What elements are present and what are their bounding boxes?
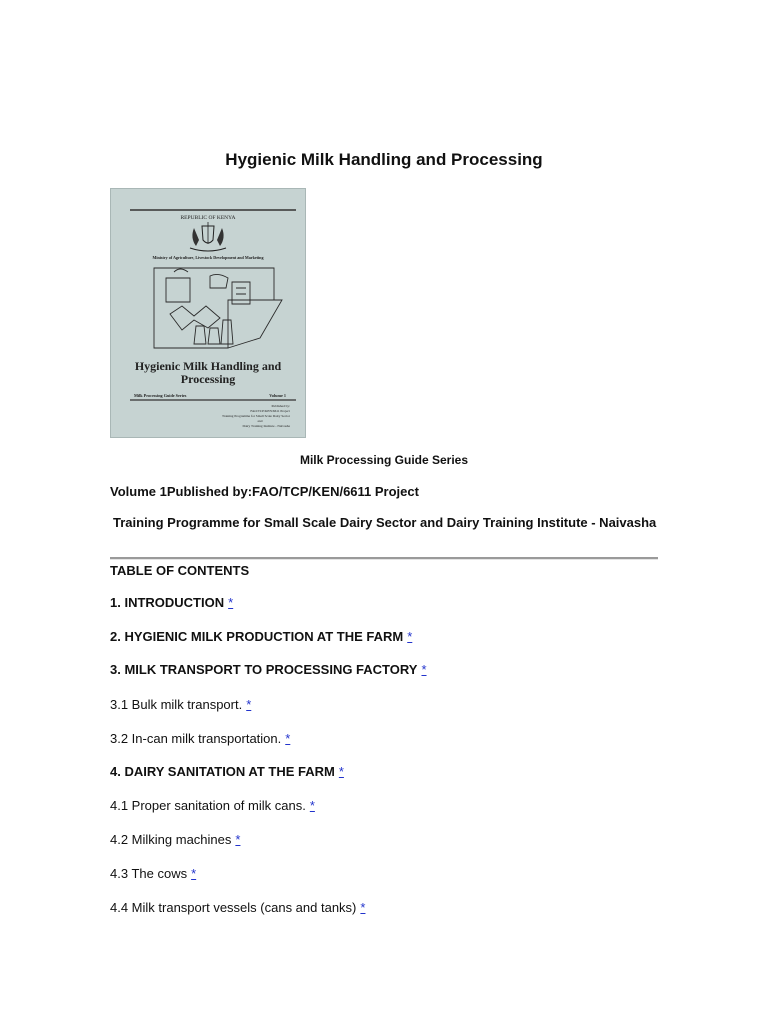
programme-line: Training Programme for Small Scale Dairy Sector and Dairy Training Institute - Naivasha [113,515,657,530]
toc-item-label: 4.2 Milking machines [110,832,232,847]
cover-volume: Volume 1 [269,393,286,398]
toc-item-hygienic-milk-production [110,629,412,644]
document-title: Hygienic Milk Handling and Processing [225,150,543,169]
toc-item-milk-transport [110,662,427,677]
cover-series: Milk Processing Guide Series [134,393,187,398]
toc-item-label: 2. HYGIENIC MILK PRODUCTION AT THE FARM [110,629,404,644]
toc-item-label: 4.4 Milk transport vessels (cans and tanks) [110,900,357,915]
toc-link[interactable]: * [421,662,427,677]
toc-item-in-can-transportation [110,731,290,746]
toc-item-label: 3.2 In-can milk transportation. [110,731,282,746]
cover-title-line2: Processing [180,372,236,386]
toc-link[interactable]: * [228,595,234,610]
toc-item-the-cows [110,866,196,881]
toc-link[interactable]: * [338,764,344,779]
cover-title-line1: Hygienic Milk Handling and [134,359,282,373]
cover-republic: REPUBLIC OF KENYA [180,215,236,221]
toc-item-label: 1. INTRODUCTION [110,595,225,610]
toc-item-milk-transport-vessels [110,900,365,915]
cover-programme-2: and [257,419,263,423]
toc-link[interactable]: * [407,629,413,644]
toc-link[interactable]: * [246,697,252,712]
dairy-illustration [154,268,282,348]
publisher-line: Volume 1Published by:FAO/TCP/KEN/6611 Project [110,484,419,499]
cover-illustration [110,188,306,438]
cover-ministry: Ministry of Agriculture, Livestock Development and Marketing [152,255,264,260]
series-line: Milk Processing Guide Series [299,453,469,467]
cover-image [110,188,306,438]
toc-link[interactable]: * [285,731,291,746]
toc-heading: TABLE OF CONTENTS [110,563,250,578]
toc-item-bulk-milk-transport [110,697,251,712]
cover-published-by: Published by: [271,404,290,408]
toc-item-label: 4.1 Proper sanitation of milk cans. [110,798,306,813]
toc-link[interactable]: * [360,900,366,915]
toc-item-milking-machines [110,832,240,847]
toc-item-label: 3. MILK TRANSPORT TO PROCESSING FACTORY [110,662,418,677]
cover-programme-1: Training Programme for Small Scale Dairy Sector [221,414,290,418]
toc-item-introduction [110,595,233,610]
toc-link[interactable]: * [235,832,241,847]
cover-project: FAO/TCP/KEN/6611 Project [250,409,290,413]
toc-link[interactable]: * [309,798,315,813]
toc-item-dairy-sanitation [110,764,344,779]
section-divider [110,557,658,560]
coat-of-arms-icon [190,222,226,251]
cover-programme-3: Dairy Training Institute - Naivasha [242,424,290,428]
toc-link[interactable]: * [191,866,197,881]
toc-item-sanitation-milk-cans [110,798,315,813]
toc-item-label: 3.1 Bulk milk transport. [110,697,243,712]
toc-item-label: 4.3 The cows [110,866,188,881]
toc-item-label: 4. DAIRY SANITATION AT THE FARM [110,764,335,779]
